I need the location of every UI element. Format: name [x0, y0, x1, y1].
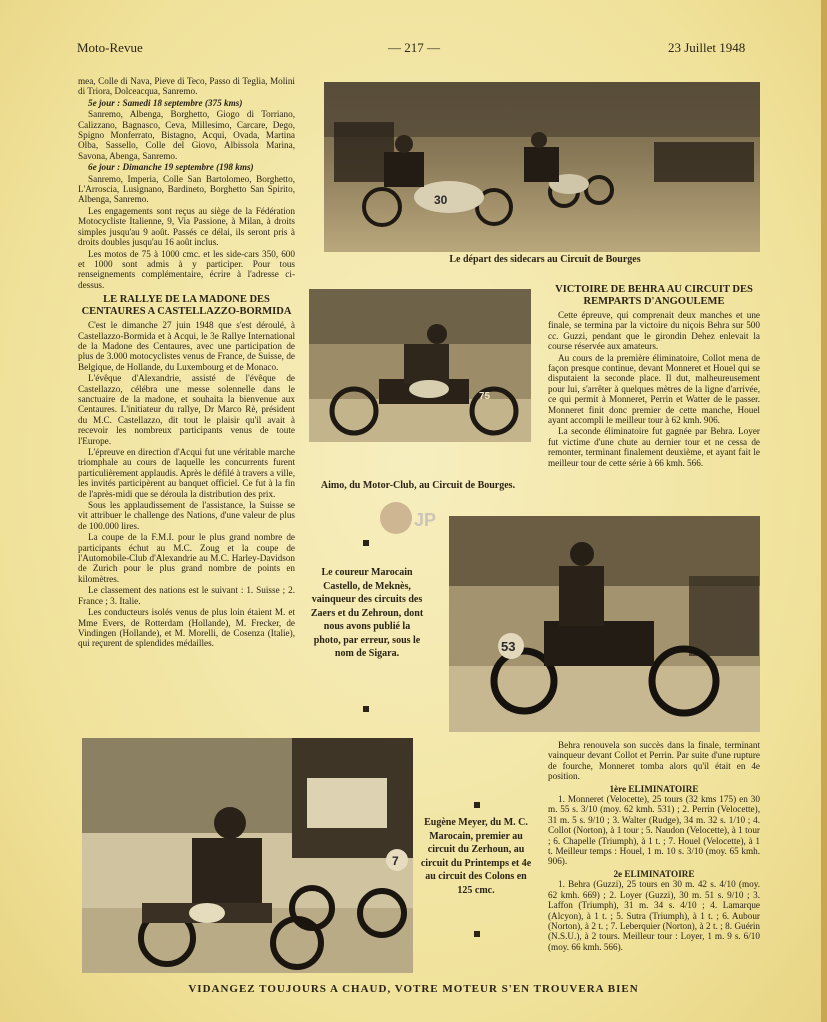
page-number: — 217 — [388, 40, 440, 55]
watermark-text: JP [414, 510, 437, 530]
sidecar-photo-image [324, 82, 760, 252]
castello-photo-image [449, 516, 760, 732]
results-column [548, 740, 760, 953]
day6-title: 6e jour : Dimanche 19 septembre (198 kms) [88, 162, 254, 173]
meyer-photo [82, 738, 413, 973]
castello-race-number: 53 [501, 639, 516, 654]
left-column [78, 76, 295, 650]
rallye-title: LE RALLYE DE LA MADONE DES CENTAURES A CASTELLAZZO-BORMIDA [81, 294, 292, 317]
aimo-race-number: 75 [479, 391, 491, 402]
castello-caption: Le coureur Marocain Castello, de Meknès, vainqueur des circuits des Zaers et du Zehroun, dont nous avons publié la photo, par erreur, sous le nom de Sigara. [310, 567, 424, 659]
rallye-paragraph-1: C'est le dimanche 27 juin 1948 que s'est déroulé, à Castellazzo-Bormida et à Acqui, le 3e Rallye International de la Madone des Centaures, avec une participation de plus de 3.000 motocyclistes venus de France, de Suisse, de Belgique, de Hollande, du Luxembourg et de Monaco. [78, 320, 295, 372]
rallye-paragraph-5: La coupe de la F.M.I. pour le plus grand nombre de participants échut au M.C. Zoug et la coupe de l'Automobile-Club d'Alexandrie au M.C. Harley-Davidson de Zurich pour le plus grand nombre de points en kilomètres. [78, 532, 295, 584]
behra-paragraph-4: Behra renouvela son succès dans la finale, terminant vainqueur devant Collot et Perrin. Par suite d'une rupture de fourche, Monneret tomba alors qu'il était en 4e position. [548, 740, 760, 782]
rallye-paragraph-4: Sous les applaudissement de l'assistance, la Suisse se vit attribuer le challenge des Nations, d'une valeur de plus de 100.000 lires. [78, 500, 295, 531]
sidecar-caption: Le départ des sidecars au Circuit de Bourges [449, 254, 641, 265]
caption-bullet [363, 706, 369, 712]
itinerary-intro: mea, Colle di Nava, Pieve di Teco, Passo di Teglia, Molini di Triora, Dolceacqua, Sanremo. [78, 76, 295, 97]
footer-slogan: VIDANGEZ TOUJOURS A CHAUD, VOTRE MOTEUR S'EN TROUVERA BIEN [188, 983, 639, 995]
caption-bullet [363, 540, 369, 546]
rallye-paragraph-3: L'épreuve en direction d'Acqui fut une véritable marche triomphale au cours de laquelle les concurrents furent particulièrement applaudis. Après le défilé à travers a ville, les invités participèrent au banquet officiel. Ce fut à la fin de l'après-midi que se déroula la distribution des prix. [78, 447, 295, 499]
behra-paragraph-3: La seconde éliminatoire fut gagnée par Behra. Loyer fut victime d'une chute au dernier tour et ne cessa de remonter, terminant finalement deuxième, et ayant fait le meilleur tour de cette série à 66 kmh. 566. [548, 426, 760, 468]
caption-bullet [474, 802, 480, 808]
meyer-race-number: 7 [392, 854, 399, 868]
elimination-2-title: 2e ELIMINATOIRE [613, 868, 695, 879]
aimo-caption: Aimo, du Motor-Club, au Circuit de Bourges. [320, 480, 516, 491]
watermark-logo [378, 498, 444, 538]
rallye-paragraph-7: Les conducteurs isolés venus de plus loin étaient M. et Mme Evers, de Rotterdam (Hollande), M. Frecker, de Vindingen (Hollande), et M. Morelli, de Cosenza (Italie), qui reçurent de splendides médailles. [78, 607, 295, 649]
motos-paragraph: Les motos de 75 à 1000 cmc. et les side-cars 350, 600 et 1000 sont admis à y participer. Pour tous renseignements complémentaire, écrire à l'adresse ci-dessus. [78, 248, 295, 290]
page-number-value: 217 [404, 40, 424, 55]
page-edge [821, 0, 827, 1022]
aimo-photo-image [309, 289, 531, 442]
behra-paragraph-1: Cette épreuve, qui comprenait deux manches et une finale, se termina par la victoire du niçois Behra sur 500 cc. Guzzi, pendant que le girondin Dehez enlevait la course réservée aux amateurs. [548, 310, 760, 352]
elimination-2-results: 1. Behra (Guzzi), 25 tours en 30 m. 42 s. 4/10 (moy. 62 kmh. 669) ; 2. Loyer (Guzzi), 30 m. 51 s. 9/10 ; 3. Laffon (Triumph), 31 m. 34 s. 4/10 ; 4. Lamarque (Alcyon), à 1 t. ; 5. Sutra (Triumph), à 1 t. ; 6. Aubour (Norton), à 2 t. ; 7. Leberquier (Norton), à 2 t. ; 8. Guérin (N.S.U.), à 2 tours. Meilleur tour : Loyer, 1 m. 9 s. 6/10 (moy. 66 kmh. 566). [548, 879, 760, 952]
day5-title: 5e jour : Samedi 18 septembre (375 kms) [88, 97, 243, 108]
day6-text: Sanremo, Imperia, Colle San Bartolomeo, Borghetto, L'Arroscia, Lusignano, Bardineto, Borghetto San Spirito, Albenga, Sanremo. [78, 173, 295, 205]
meyer-caption: Eugène Meyer, du M. C. Marocain, premier au circuit du Zerhoun, au circuit du Printemps et 4e au circuit des Colons en 125 cmc. [420, 817, 532, 896]
sidecar-race-number: 30 [434, 193, 448, 207]
meyer-photo-image [82, 738, 413, 973]
magazine-title: Moto-Revue [77, 40, 143, 55]
right-article [548, 284, 760, 469]
rallye-paragraph-2: L'évêque d'Alexandrie, assisté de l'évêque de Castellazzo, célébra une messe solennelle dans le sanctuaire de la madone, et souhaita la bienvenue aux Centaures. L'initiateur du rallye, Dr Marco Rè, président du M.C. Castellazzo, dit tout le plaisir qu'il avait à recevoir les nombreux participants venus de toute l'Europe. [78, 373, 295, 446]
day5-text: Sanremo, Albenga, Borghetto, Giogo di Torriano, Calizzano, Bagnasco, Ceva, Millesimo, Carcare, Dego, Spigno Monferrato, Bistagno, Acqui, Ovada, Martina Olba, Sassello, Colle del Giovo, Albissola Marina, Savona, Abenga, Sanremo. [78, 109, 295, 161]
issue-date: 23 Juillet 1948 [668, 40, 746, 55]
sidecar-start-photo [324, 82, 760, 252]
caption-bullet [474, 931, 480, 937]
rallye-paragraph-6: Le classement des nations est le suivant : 1. Suisse ; 2. France ; 3. Italie. [78, 585, 295, 606]
behra-paragraph-2: Au cours de la première éliminatoire, Collot mena de façon presque continue, devant Monneret et Houel qui se disputaient la seconde place. Il dut, malheureusement pour lui, s'arrêter à quelques mètres de la ligne d'arrivée, ce qui permit à Monneret, Perrin et Watter de le passer. Monneret finit donc premier de cette manche, Houel ayant accompli le meilleur tour à 62 kmh. 906. [548, 352, 760, 426]
aimo-photo [309, 289, 531, 442]
elimination-1-results: 1. Monneret (Velocette), 25 tours (32 kms 175) en 30 m. 55 s. 3/10 (moy. 62 kmh. 531) ; 2. Perrin (Velocette), 31 m. 5 s. 9/10 ; 3. Walter (Rudge), 34 m. 32 s. 1/10 ; 4. Collot (Norton), à 1 tour ; 5. Naudon (Velocette), à 1 tour ; 6. Chapelle (Triumph), à 1 t. ; 7. Houel (Velocette), à 1 t. Meilleur temps : Houel, 1 m. 10 s. 3/10 (moy. 65 kmh. 906). [548, 794, 760, 867]
elimination-1-title: 1ère ELIMINATOIRE [609, 783, 699, 794]
watermark-image [378, 498, 444, 538]
castello-photo [449, 516, 760, 732]
behra-article-title: VICTOIRE DE BEHRA AU CIRCUIT DES REMPARTS D'ANGOULEME [555, 284, 753, 307]
engagements-paragraph: Les engagements sont reçus au siège de la Fédération Motocycliste Italienne, 9, Via Passione, à Milan, à droits simples jusqu'au 9 août. Passés ce délai, ils seront pris à droits doubles jusqu'au 16 août inclus. [78, 205, 295, 248]
